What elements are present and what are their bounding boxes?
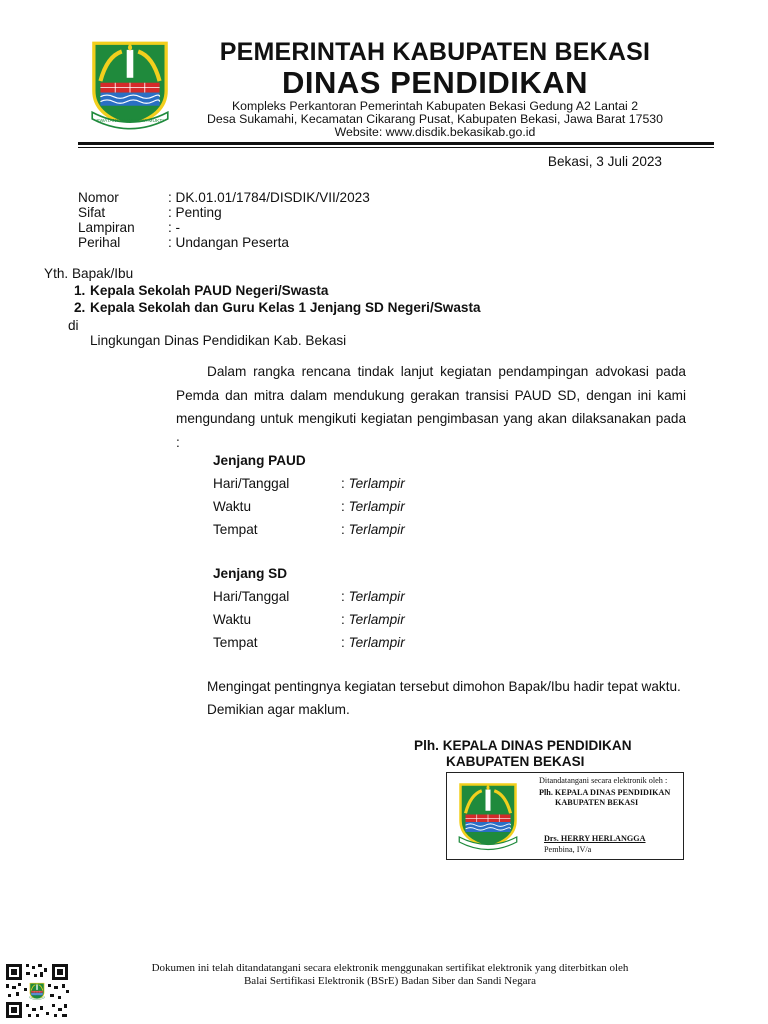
recipient-text: Kepala Sekolah dan Guru Kelas 1 Jenjang SD Negeri/Swasta [90,300,481,315]
recipient-di: di [68,318,79,333]
schedule-value: Terlampir [348,476,405,491]
meta-label: Lampiran [78,220,135,235]
schedule-paud [213,449,405,541]
esign-name: Drs. HERRY HERLANGGA [544,834,646,843]
address-line-1: Kompleks Perkantoran Pemerintah Kabupaten Bekasi Gedung A2 Lantai 2 [231,99,639,113]
recipient-item [74,282,481,299]
schedule-label: Tempat [213,635,258,650]
esign-rank: Pembina, IV/a [544,845,592,854]
closing-paragraph: Mengingat pentingnya kegiatan tersebut dimohon Bapak/Ibu hadir tepat waktu. [207,679,681,694]
esign-footer [90,962,690,988]
esign-office: KABUPATEN BEKASI [555,798,639,807]
schedule-label: Waktu [213,612,252,627]
schedule-row [213,518,405,541]
schedule-colon: : [341,499,345,514]
meta-row-lampiran [78,220,370,235]
body-paragraph: Dalam rangka rencana tindak lanjut kegiatan pendampingan advokasi pada Pemda dan mitra dalam mendukung gerakan transisi PAUD SD, dengan ini kami mengundang untuk mengikuti kegiatan pengimbasan yang akan dilaksanakan pada : [176,364,686,450]
recipient-list [74,282,481,316]
schedule-colon: : [341,612,345,627]
signatory-title: Plh. KEPALA DINAS PENDIDIKAN [414,738,632,753]
meta-value: : DK.01.01/1784/DISDIK/VII/2023 [168,190,370,205]
recipient-location: Lingkungan Dinas Pendidikan Kab. Bekasi [90,333,347,348]
schedule-value: Terlampir [348,522,405,537]
letter-date: Bekasi, 3 Juli 2023 [547,154,662,169]
closing-remark: Demikian agar maklum. [207,701,350,717]
schedule-value: Terlampir [348,612,405,627]
schedule-row [213,608,405,631]
schedule-label: Waktu [213,499,252,514]
schedule-colon: : [341,589,345,604]
schedule-label: Tempat [213,522,258,537]
qr-code-icon [4,962,70,1020]
schedule-heading: Jenjang SD [213,566,288,581]
letter-closing [176,676,686,721]
schedule-sd [213,562,405,654]
svg-text:SWATANTRA WIBAWA MUKTI: SWATANTRA WIBAWA MUKTI [96,119,164,125]
schedule-label: Hari/Tanggal [213,476,290,491]
schedule-colon: : [341,522,345,537]
schedule-row [213,472,405,495]
letter-body [176,360,686,454]
schedule-value: Terlampir [348,499,405,514]
meta-row-perihal [78,235,370,250]
recipient-number: 2. [74,300,86,315]
schedule-row [213,495,405,518]
address-line-2: Desa Sukamahi, Kecamatan Cikarang Pusat, Kabupaten Bekasi, Jawa Barat 17530 [207,112,663,126]
footer-line-1: Dokumen ini telah ditandatangani secara elektronik menggunakan sertifikat elektronik yang diterbitkan oleh [151,962,629,974]
letterhead-office-name: DINAS PENDIDIKAN [282,65,588,100]
recipient-item [74,299,481,316]
meta-value: : - [168,220,181,235]
schedule-value: Terlampir [348,589,405,604]
signatory-office: KABUPATEN BEKASI [446,754,585,769]
meta-label: Nomor [78,190,119,205]
schedule-value: Terlampir [348,635,405,650]
meta-label: Sifat [78,205,106,220]
meta-value: : Undangan Peserta [168,235,289,250]
meta-row-sifat [78,205,370,220]
schedule-row [213,585,405,608]
electronic-signature-box [446,772,684,860]
recipient-number: 1. [74,283,86,298]
website-line: Website: www.disdik.bekasikab.go.id [334,125,536,139]
meta-label: Perihal [78,235,121,250]
schedule-colon: : [341,476,345,491]
schedule-colon: : [341,635,345,650]
schedule-heading: Jenjang PAUD [213,453,306,468]
letter-meta [78,190,370,250]
meta-row-nomor [78,190,370,205]
letterhead-government-name: PEMERINTAH KABUPATEN BEKASI [219,38,651,66]
letterhead-address [180,100,690,139]
meta-value: : Penting [168,205,222,220]
footer-line-2: Balai Sertifikasi Elektronik (BSrE) Badan Siber dan Sandi Negara [243,975,537,987]
recipient-text: Kepala Sekolah PAUD Negeri/Swasta [90,283,329,298]
schedule-row [213,631,405,654]
esign-title: Plh. KEPALA DINAS PENDIDIKAN [539,788,671,797]
letterhead-rule-thin [78,147,714,148]
signature-emblem-icon [456,782,520,852]
salutation: Yth. Bapak/Ibu [44,266,134,281]
letterhead-rule-thick [78,142,714,145]
schedule-label: Hari/Tanggal [213,589,290,604]
esign-note: Ditandatangani secara elektronik oleh : [539,776,668,785]
kabupaten-bekasi-emblem-icon [86,40,174,132]
